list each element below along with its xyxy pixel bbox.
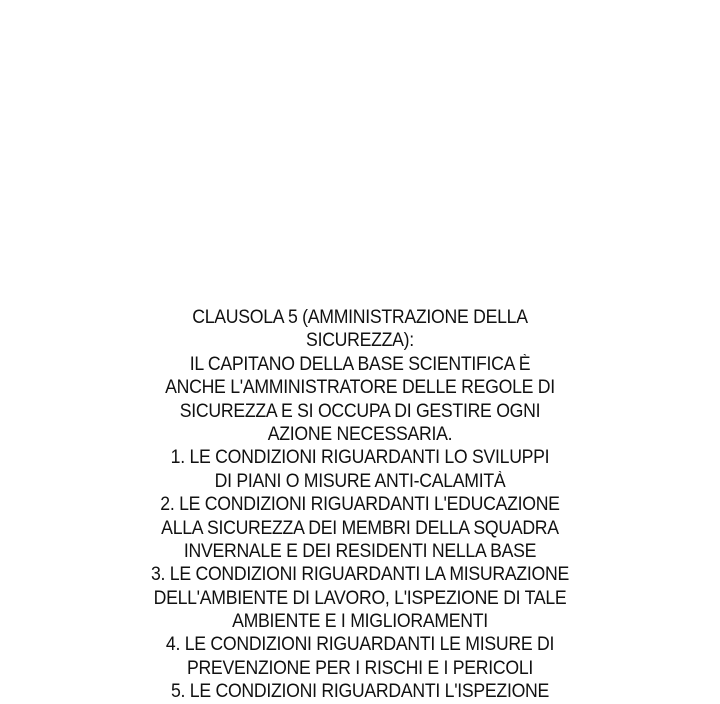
caption-line-item-3: DELL'AMBIENTE DI LAVORO, L'ISPEZIONE DI TALE — [153, 587, 567, 609]
caption-line-item-1: 1. LE CONDIZIONI RIGUARDANTI LO SVILUPPI — [170, 447, 550, 469]
caption-line-intro: SICUREZZA E SI OCCUPA DI GESTIRE OGNI — [179, 400, 541, 422]
caption-line-intro: IL CAPITANO DELLA BASE SCIENTIFICA È — [189, 353, 531, 375]
caption-line-item-2: 2. LE CONDIZIONI RIGUARDANTI L'EDUCAZIONE — [160, 494, 560, 516]
caption-line-item-3: AMBIENTE E I MIGLIORAMENTI — [232, 611, 488, 633]
caption-text-block — [0, 306, 720, 704]
caption-line-item-2: INVERNALE E DEI RESIDENTI NELLA BASE — [183, 540, 537, 562]
caption-line-item-3: 3. LE CONDIZIONI RIGUARDANTI LA MISURAZIONE — [150, 564, 570, 586]
caption-line-intro: ANCHE L'AMMINISTRATORE DELLE REGOLE DI — [165, 377, 555, 399]
caption-line-item-4: PREVENZIONE PER I RISCHI E I PERICOLI — [186, 657, 534, 679]
caption-line-item-2: ALLA SICUREZZA DEI MEMBRI DELLA SQUADRA — [161, 517, 559, 539]
caption-line-item-5: 5. LE CONDIZIONI RIGUARDANTI L'ISPEZIONE — [170, 681, 550, 703]
caption-line-item-1: DI PIANI O MISURE ANTI-CALAMITÀ — [214, 470, 506, 492]
caption-line-clause-title-cont: SICUREZZA): — [306, 330, 414, 352]
caption-line-intro: AZIONE NECESSARIA. — [267, 423, 453, 445]
caption-line-clause-title: CLAUSOLA 5 (AMMINISTRAZIONE DELLA — [192, 307, 528, 328]
caption-line-item-4: 4. LE CONDIZIONI RIGUARDANTI LE MISURE DI — [165, 634, 555, 656]
